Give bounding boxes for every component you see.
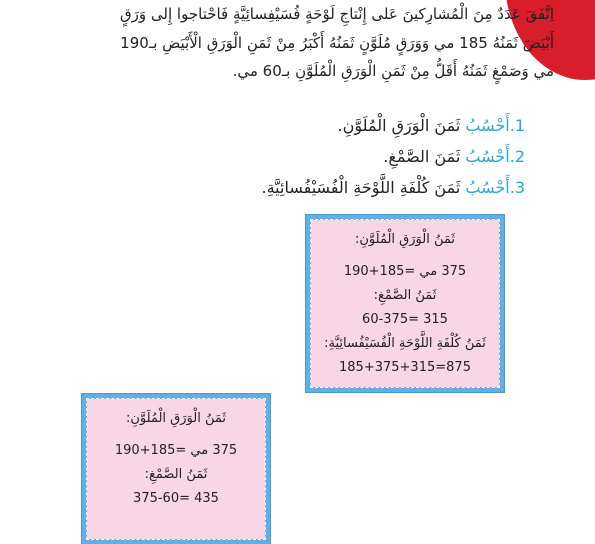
card-calc-colored-paper: 375 مي =185+190 — [114, 443, 238, 458]
problem-line-3: مي وَصَمْغٍ ثَمَنُهُ أَقَلُّ مِنْ ثَمَنِ الْوَرَقِ الْمُلَوَّنِ بـ60 مي. — [232, 62, 554, 80]
card-heading-glue: ثَمَنُ الصَّمْغِ: — [373, 288, 437, 303]
question-verb: أَحْسُبُ — [465, 147, 510, 166]
questions-list — [95, 110, 525, 203]
question-number: 2. — [509, 147, 525, 166]
question-number: 1. — [509, 116, 525, 135]
question-3 — [95, 172, 525, 203]
card-heading-glue: ثَمَنُ الصَّمْغِ: — [144, 467, 208, 482]
card-heading-colored-paper: ثَمَنُ الْوَرَقِ الْمُلَوَّنِ: — [355, 232, 455, 247]
card-calc-total: 875=185+375+315 — [339, 360, 471, 375]
card-heading-colored-paper: ثَمَنُ الْوَرَقِ الْمُلَوَّنِ: — [126, 411, 226, 426]
question-text: ثَمَنَ الْوَرَقِ الْمُلَوَّنِ. — [337, 116, 466, 135]
problem-text — [6, 0, 554, 86]
card-calc-glue: 315 =60-375 — [362, 312, 448, 327]
card-calc-colored-paper: 375 مي =185+190 — [343, 264, 467, 279]
question-1 — [95, 110, 525, 141]
question-number: 3. — [509, 178, 525, 197]
question-text: ثَمَنَ الصَّمْغِ. — [383, 147, 466, 166]
answer-card-second — [82, 394, 270, 544]
question-2 — [95, 141, 525, 172]
card-calc-glue: 435 =375-60 — [133, 491, 219, 506]
question-text: ثَمَنَ كُلْفَةِ اللَّوْحَةِ الْفُسَيْفُسائِيَّةِ. — [261, 178, 466, 197]
answer-card-correct — [306, 215, 504, 392]
question-verb: أَحْسُبُ — [465, 116, 510, 135]
problem-line-2: أَبْيَضَ ثَمَنُهُ 185 مي وَوَرَقٍ مُلَوَّنٍ ثَمَنُهُ أَكْبَرُ مِنْ ثَمَنِ الْوَرَقِ الْأَبْيَضِ بـ190 — [120, 33, 554, 52]
problem-line-1: اِتَّفَقَ عَدَدٌ مِنَ الْمُشارِكينَ عَلى إِنْتاجِ لَوْحَةٍ فُسَيْفِسائِيَّةٍ فَاحْتاجوا إِلى وَرَقٍ — [120, 5, 554, 23]
card-heading-total: ثَمَنُ كُلْفَةِ اللَّوْحَةِ الْفُسَيْفُسائِيَّةِ: — [324, 336, 486, 351]
question-verb: أَحْسُبُ — [465, 178, 510, 197]
